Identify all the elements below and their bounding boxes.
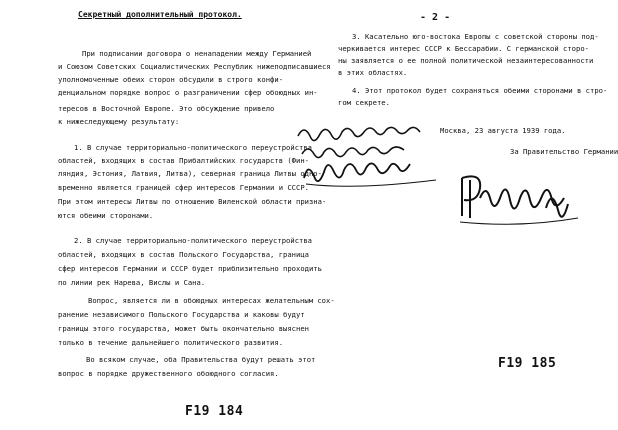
text-line: ляндия, Эстония, Латвия, Литва), северная граница Литвы одно- [58,169,322,178]
text-line: уполномоченные обеих сторон обсудили в строго конфи- [58,75,284,84]
text-line: 4. Этот протокол будет сохраняться обеими сторонами в стро- [352,86,608,95]
text-line: только в течение дальнейшего политического развития. [58,338,284,347]
text-line: денциальном порядке вопрос о разграничении сфер обоюдных ин- [58,88,318,97]
text-line: При этом интересы Литвы по отношению Виленской области призна- [58,197,327,206]
text-line: и Союзом Советских Социалистических Республик нижеподписавшиеся [58,62,331,71]
text-line: по линии рек Нарева, Вислы и Сана. [58,278,206,287]
text-line: 3. Касательно юго-востока Европы с советской стороны под- [352,32,599,41]
right-page [300,0,618,430]
text-line: временно является границей сфер интересов Германии и СССР. [58,183,309,192]
german-authority: За Правительство Германии [510,147,618,156]
place-date: Москва, 23 августа 1939 года. [440,126,566,135]
text-line: черкивается интерес СССР к Бессарабии. С германской сторо- [338,44,589,53]
text-line: Вопрос, является ли в обоюдных интересах желательным сох- [88,296,335,305]
archive-number: F19 184 [185,404,244,419]
archive-number: F19 185 [498,356,557,371]
text-line: гом секрете. [338,98,390,107]
text-line: вопрос в порядке дружественного обоюдного согласия. [58,369,279,378]
text-line: ются обеими сторонами. [58,211,154,220]
text-line: областей, входящих в состав Прибалтийских государств (Фин- [58,156,309,165]
german-signature [456,168,586,242]
page-number: - 2 - [420,12,451,23]
text-line: 2. В случае территориально-политического переустройства [74,236,312,245]
text-line: областей, входящих в состав Польского Государства, граница [58,250,309,259]
text-line: сфер интересов Германии и СССР будет приблизительно проходить [58,264,322,273]
document-title: Секретный дополнительный протокол. [78,10,242,19]
text-line: 1. В случае территориально-политического переустройства [74,143,312,152]
text-line: При подписании договора о ненападении между Германией [82,49,312,58]
text-line: границы этого государства, может быть окончательно выяснен [58,324,309,333]
text-line: ранение независимого Польского Государства и каковы будут [58,310,305,319]
text-line: в этих областях. [338,68,408,77]
text-line: тересов в Восточной Европе. Это обсуждение привело к нижеследующему результату: [58,104,275,126]
text-line: Во всяком случае, оба Правительства будут решать этот [86,355,316,364]
text-line: ны заявляется о ее полной политической незаинтересованности [338,56,594,65]
